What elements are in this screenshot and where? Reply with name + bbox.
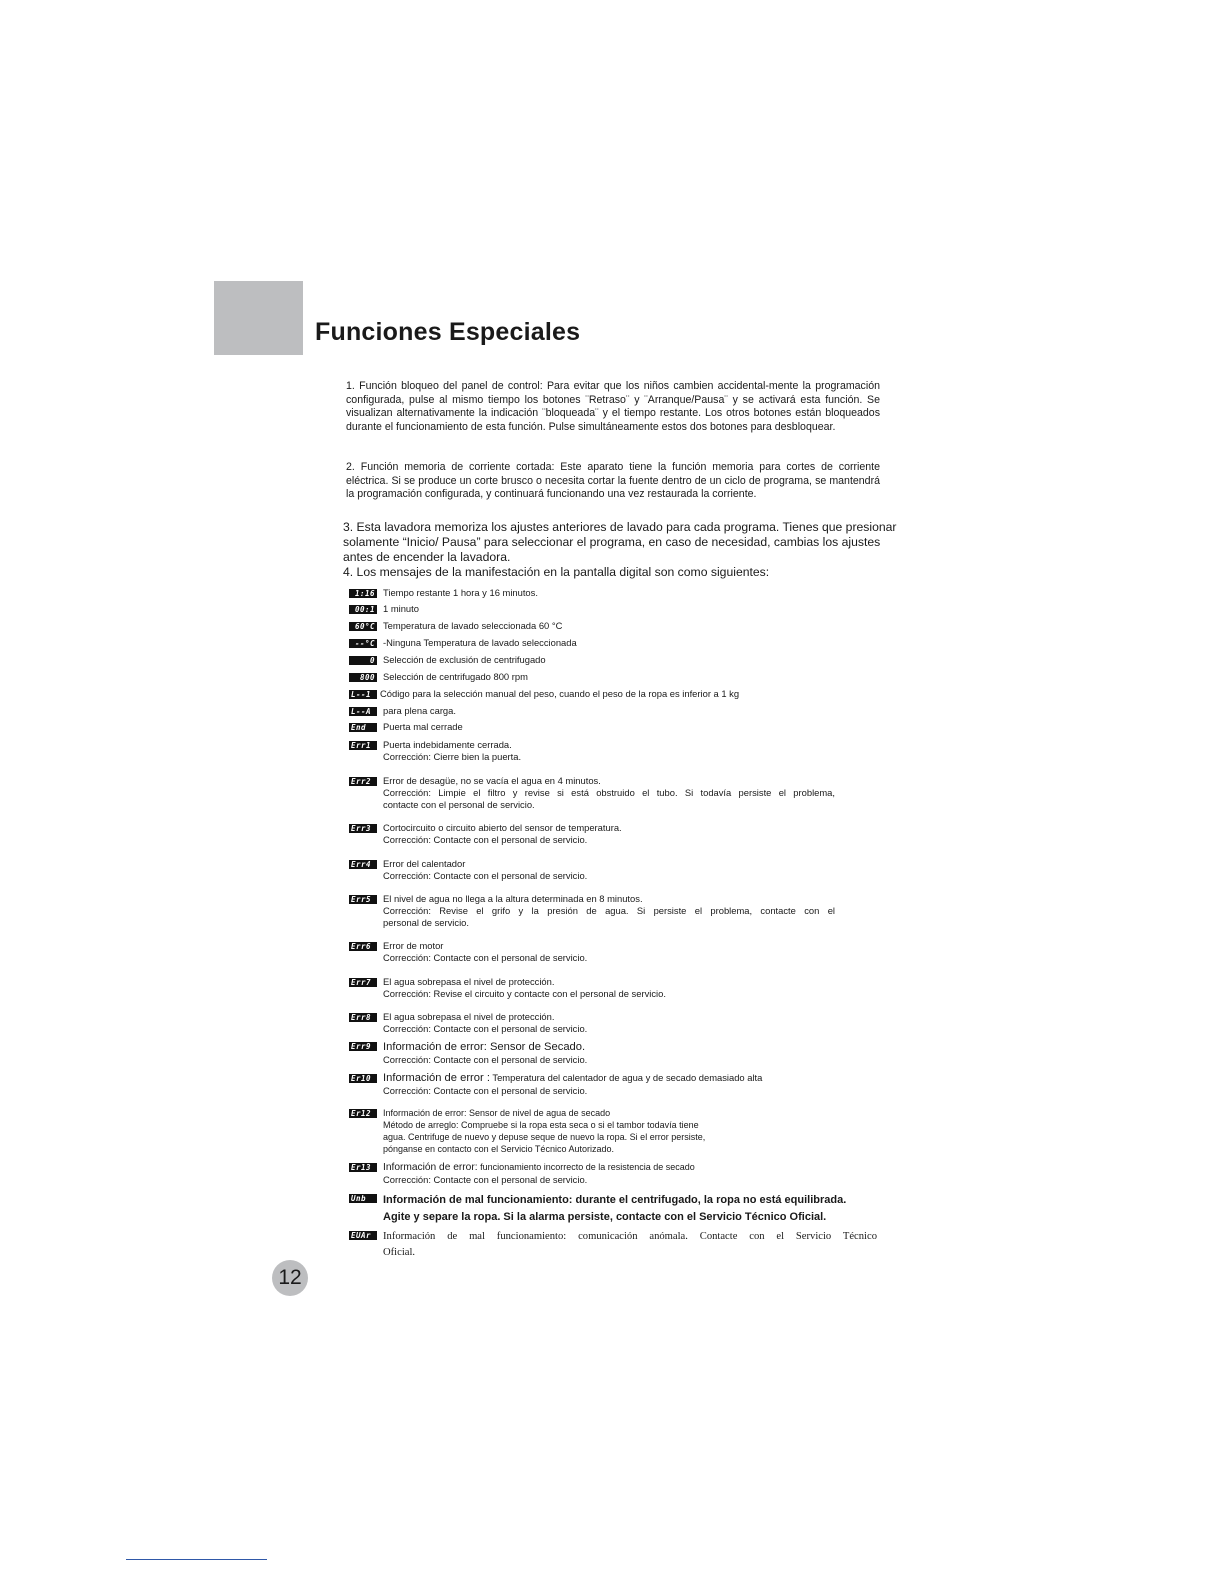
message-text: Puerta mal cerrade	[383, 721, 463, 732]
message-text: Error de motor	[383, 940, 444, 951]
message-row	[349, 739, 909, 763]
message-text: El agua sobrepasa el nivel de protección.	[383, 1011, 555, 1022]
message-text: Temperatura del calentador de agua y de secado demasiado alta	[492, 1072, 763, 1083]
correction-text: Corrección: Contacte con el personal de servicio.	[383, 1054, 588, 1065]
message-lead: Información de error :	[383, 1072, 490, 1084]
page-number: 12	[272, 1260, 308, 1296]
message-text: Temperatura de lavado seleccionada 60 °C	[383, 620, 563, 631]
message-text: Información de error: Sensor de Secado.	[383, 1041, 586, 1053]
paragraph-4: 4. Los mensajes de la manifestación en la pantalla digital son como siguientes:	[343, 565, 770, 579]
paragraph-1: 1. Función bloqueo del panel de control: Para evitar que los niños cambien accidental-mente la programación configurada, pulse al mismo tiempo los botones ¨Retraso¨ y ¨Arranque/Pausa¨ y se activará esta función. Se visualizan alternativamente la indicación ¨bloqueada¨ y el tiempo restante. Los otros botones están bloqueados durante el funcionamiento de esta función. Pulse simultáneamente estos dos botones para desbloquear.	[346, 380, 880, 433]
message-row	[349, 587, 909, 599]
message-row	[349, 822, 909, 846]
message-row	[349, 940, 909, 964]
display-code-icon: Unb	[349, 1194, 377, 1203]
correction-text: Corrección: Contacte con el personal de servicio.	[383, 1173, 588, 1185]
message-text: para plena carga.	[383, 705, 456, 716]
message-text: El agua sobrepasa el nivel de protección.	[383, 976, 555, 987]
correction-text: Corrección: Contacte con el personal de servicio.	[383, 1084, 588, 1096]
message-text: funcionamiento incorrecto de la resistencia de secado	[480, 1162, 695, 1172]
correction-text: Corrección: Contacte con el personal de servicio.	[383, 869, 588, 881]
display-code-icon: 60°C	[349, 622, 377, 631]
message-row	[349, 603, 909, 615]
correction-text: Corrección: Contacte con el personal de servicio.	[383, 833, 588, 845]
message-text: Código para la selección manual del peso, cuando el peso de la ropa es inferior a 1 kg	[380, 688, 740, 699]
message-row	[349, 1011, 909, 1035]
paragraph-2: 2. Función memoria de corriente cortada: Este aparato tiene la función memoria para cortes de corriente eléctrica. Si se produce un corte brusco o necesita cortar la fuente dentro de un ciclo de programa, se mantendrá la programación configurada, y continuará funcionando una vez restaurada la corriente.	[346, 461, 880, 501]
message-row	[349, 976, 909, 1000]
message-row	[349, 721, 909, 733]
message-row	[349, 775, 909, 810]
message-text: Selección de centrifugado 800 rpm	[383, 671, 528, 682]
message-text: pónganse en contacto con el Servicio Técnico Autorizado.	[383, 1144, 614, 1154]
correction-text: contacte con el personal de servicio.	[383, 798, 535, 810]
display-code-icon: 0	[349, 656, 377, 665]
message-row	[349, 893, 909, 928]
display-code-icon: End	[349, 723, 377, 732]
message-row	[349, 620, 909, 632]
display-code-icon: Err4	[349, 860, 377, 869]
message-text: Oficial.	[383, 1247, 416, 1258]
message-text: Tiempo restante 1 hora y 16 minutos.	[383, 587, 538, 598]
display-code-icon: 800	[349, 673, 377, 682]
display-code-icon: EUAr	[349, 1231, 377, 1240]
message-text: Información de error: Sensor de nivel de agua de secado	[383, 1108, 611, 1118]
message-row	[349, 1161, 909, 1186]
message-text: Agite y separe la ropa. Si la alarma persiste, contacte con el Servicio Técnico Oficial.	[383, 1211, 827, 1223]
message-row	[349, 858, 909, 882]
header-gray-block	[214, 281, 303, 355]
message-row	[349, 637, 909, 649]
display-code-icon: 1:16	[349, 589, 377, 598]
message-row	[349, 1229, 909, 1261]
message-row	[349, 671, 909, 683]
message-row	[349, 1192, 909, 1226]
correction-text: Corrección: Limpie el filtro y revise si está obstruido el tubo. Si todavía persiste el problema,	[383, 786, 835, 798]
message-text: 1 minuto	[383, 603, 419, 614]
display-code-icon: Er12	[349, 1109, 377, 1118]
message-text: -Ninguna Temperatura de lavado seleccionada	[383, 637, 577, 648]
correction-text: personal de servicio.	[383, 916, 469, 928]
display-code-icon: 00:1	[349, 605, 377, 614]
display-code-icon: Err3	[349, 824, 377, 833]
message-row	[349, 654, 909, 666]
correction-text: Corrección: Contacte con el personal de servicio.	[383, 1022, 588, 1034]
message-row	[349, 688, 909, 700]
correction-text: Corrección: Cierre bien la puerta.	[383, 750, 522, 762]
bottom-divider	[126, 1559, 267, 1560]
paragraph-3: 3. Esta lavadora memoriza los ajustes anteriores de lavado para cada programa. Tienes que presionar solamente “Inicio/ Pausa” para seleccionar el programa, en caso de necesidad, cambias los ajustes antes de encender la lavadora.	[343, 520, 897, 564]
display-code-icon: L--1	[349, 690, 377, 699]
display-code-icon: Err2	[349, 777, 377, 786]
display-code-icon: Err5	[349, 895, 377, 904]
display-code-icon: Err6	[349, 942, 377, 951]
message-text: Error del calentador	[383, 858, 466, 869]
message-text: Cortocircuito o circuito abierto del sensor de temperatura.	[383, 822, 622, 833]
correction-text: Corrección: Revise el circuito y contacte con el personal de servicio.	[383, 987, 666, 999]
message-text: Puerta indebidamente cerrada.	[383, 739, 512, 750]
message-row	[349, 1072, 909, 1097]
display-code-icon: Err7	[349, 978, 377, 987]
message-text: El nivel de agua no llega a la altura determinada en 8 minutos.	[383, 893, 643, 904]
message-text: Selección de exclusión de centrifugado	[383, 654, 546, 665]
message-text: Error de desagüe, no se vacía el agua en 4 minutos.	[383, 775, 601, 786]
display-code-icon: Err1	[349, 741, 377, 750]
message-text: agua. Centrifuge de nuevo y depuse seque de nuevo la ropa. Si el error persiste,	[383, 1132, 706, 1142]
page-title: Funciones Especiales	[315, 318, 581, 346]
message-row	[349, 1040, 909, 1066]
display-code-icon: Err8	[349, 1013, 377, 1022]
display-code-icon: Er13	[349, 1163, 377, 1172]
message-row	[349, 1107, 909, 1155]
correction-text: Corrección: Revise el grifo y la presión de agua. Si persiste el problema, contacte con el	[383, 904, 835, 916]
message-text: Información de mal funcionamiento: durante el centrifugado, la ropa no está equilibrada.	[383, 1194, 847, 1206]
display-code-icon: --°C	[349, 639, 377, 648]
display-code-icon: Err9	[349, 1042, 377, 1051]
display-code-icon: Er10	[349, 1074, 377, 1083]
message-row	[349, 705, 909, 717]
message-text: Método de arreglo: Compruebe si la ropa esta seca o si el tambor todavía tiene	[383, 1120, 699, 1130]
correction-text: Corrección: Contacte con el personal de servicio.	[383, 951, 588, 963]
message-text: Información de mal funcionamiento: comunicación anómala. Contacte con el Servicio Técnico	[383, 1231, 877, 1242]
message-lead: Información de error:	[383, 1162, 478, 1173]
display-code-icon: L--A	[349, 707, 377, 716]
